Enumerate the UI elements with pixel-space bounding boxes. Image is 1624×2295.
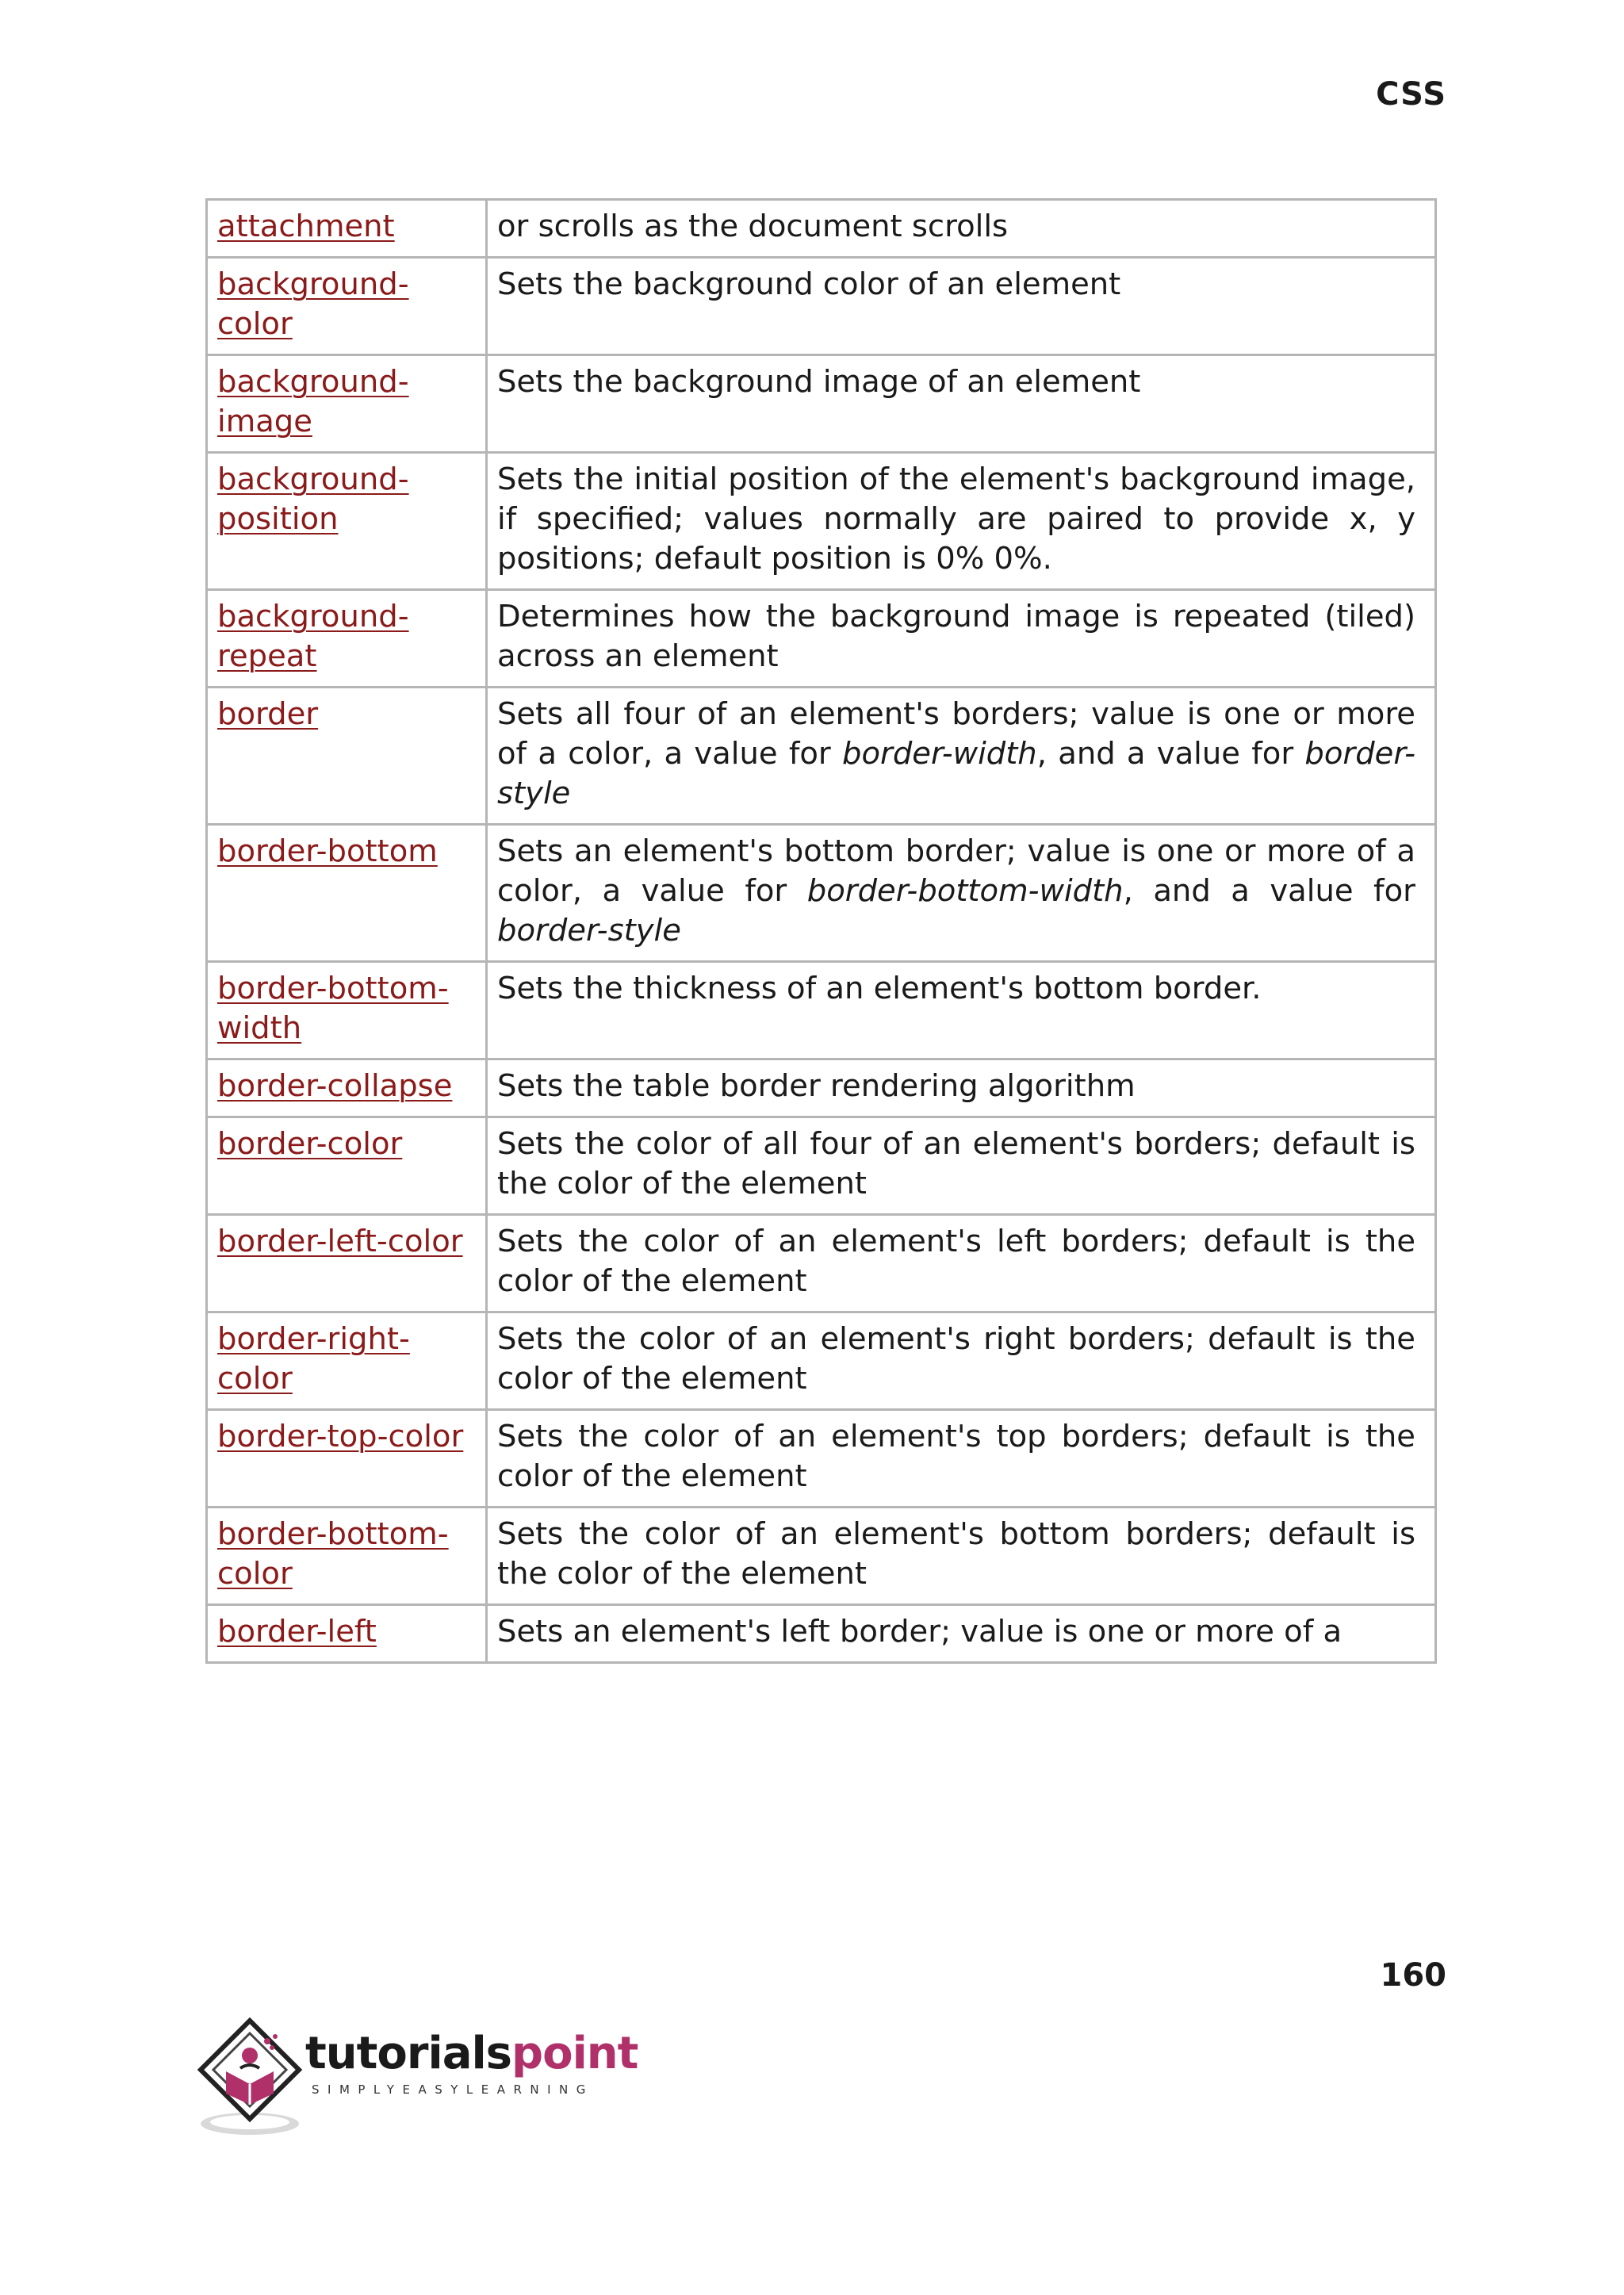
logo-emblem-icon bbox=[194, 2014, 305, 2141]
property-name-cell bbox=[207, 453, 487, 590]
table-body bbox=[207, 200, 1436, 1663]
property-description: Sets the color of an element's top borders; default is the color of the element bbox=[487, 1410, 1436, 1508]
table-row bbox=[207, 688, 1436, 825]
table-row bbox=[207, 453, 1436, 590]
property-description: or scrolls as the document scrolls bbox=[487, 200, 1436, 258]
property-link[interactable]: attachment bbox=[217, 209, 395, 244]
page-number: 160 bbox=[1380, 1957, 1446, 1994]
table-row bbox=[207, 1605, 1436, 1663]
property-link[interactable]: border-bottom-color bbox=[217, 1516, 449, 1592]
table-row bbox=[207, 962, 1436, 1059]
property-description: Sets the background color of an element bbox=[487, 258, 1436, 355]
property-link[interactable]: border-collapse bbox=[217, 1068, 453, 1104]
property-link[interactable]: background-image bbox=[217, 364, 409, 439]
property-link[interactable]: border-bottom bbox=[217, 833, 438, 869]
table-row bbox=[207, 1508, 1436, 1605]
property-description bbox=[487, 688, 1436, 825]
logo-wordmark-dark: tutorials bbox=[305, 2028, 512, 2079]
property-name-cell bbox=[207, 1117, 487, 1215]
property-link[interactable]: border-right-color bbox=[217, 1321, 410, 1397]
property-name-cell bbox=[207, 825, 487, 962]
property-name-cell bbox=[207, 1215, 487, 1312]
logo-wordmark bbox=[305, 2028, 638, 2079]
property-name-cell bbox=[207, 1059, 487, 1117]
description-italic-term: border-style bbox=[497, 913, 681, 948]
property-description: Sets the background image of an element bbox=[487, 355, 1436, 453]
property-link[interactable]: border bbox=[217, 696, 319, 732]
property-name-cell bbox=[207, 1410, 487, 1508]
description-text: , and a value for bbox=[1123, 873, 1415, 909]
table-row bbox=[207, 590, 1436, 688]
table-row bbox=[207, 825, 1436, 962]
description-text: Sets an element's bottom border; value is one or more of a color, a value for bbox=[497, 833, 1415, 909]
table-row bbox=[207, 1312, 1436, 1410]
property-link[interactable]: border-top-color bbox=[217, 1419, 464, 1454]
property-name-cell bbox=[207, 962, 487, 1059]
table-row bbox=[207, 258, 1436, 355]
property-description: Sets the table border rendering algorithm bbox=[487, 1059, 1436, 1117]
property-name-cell bbox=[207, 1312, 487, 1410]
table-row bbox=[207, 200, 1436, 258]
description-italic-term: border-bottom-width bbox=[806, 873, 1124, 909]
property-description: Sets the thickness of an element's bottom border. bbox=[487, 962, 1436, 1059]
description-italic-term: border-style bbox=[497, 736, 1415, 811]
table-row bbox=[207, 1059, 1436, 1117]
description-text: Sets all four of an element's borders; value is one or more of a color, a value for bbox=[497, 696, 1415, 772]
property-name-cell bbox=[207, 1508, 487, 1605]
property-description: Sets an element's left border; value is one or more of a bbox=[487, 1605, 1436, 1663]
property-description: Sets the color of an element's right borders; default is the color of the element bbox=[487, 1312, 1436, 1410]
property-description bbox=[487, 825, 1436, 962]
table-row bbox=[207, 355, 1436, 453]
property-link[interactable]: border-bottom-width bbox=[217, 971, 449, 1046]
property-link[interactable]: border-color bbox=[217, 1126, 403, 1162]
property-name-cell bbox=[207, 200, 487, 258]
property-name-cell bbox=[207, 258, 487, 355]
property-description: Sets the color of an element's left borders; default is the color of the element bbox=[487, 1215, 1436, 1312]
property-link[interactable]: background-repeat bbox=[217, 599, 409, 674]
table-row bbox=[207, 1215, 1436, 1312]
property-description: Sets the initial position of the element's background image, if specified; values normally are paired to provide x, y positions; default position is 0% 0%. bbox=[487, 453, 1436, 590]
property-link[interactable]: border-left bbox=[217, 1614, 377, 1649]
description-text: , and a value for bbox=[1036, 736, 1305, 772]
property-name-cell bbox=[207, 590, 487, 688]
property-name-cell bbox=[207, 1605, 487, 1663]
table-row bbox=[207, 1410, 1436, 1508]
property-description: Sets the color of an element's bottom borders; default is the color of the element bbox=[487, 1508, 1436, 1605]
property-description: Sets the color of all four of an element's borders; default is the color of the element bbox=[487, 1117, 1436, 1215]
property-name-cell bbox=[207, 355, 487, 453]
logo-tagline: SIMPLYEASYLEARNING bbox=[312, 2082, 594, 2097]
logo-wordmark-accent: point bbox=[511, 2028, 638, 2079]
property-description: Determines how the background image is repeated (tiled) across an element bbox=[487, 590, 1436, 688]
page-header-title: CSS bbox=[1376, 76, 1446, 113]
description-italic-term: border-width bbox=[842, 736, 1037, 772]
property-name-cell bbox=[207, 688, 487, 825]
property-link[interactable]: background-color bbox=[217, 266, 409, 342]
property-link[interactable]: border-left-color bbox=[217, 1224, 463, 1259]
table-row bbox=[207, 1117, 1436, 1215]
property-link[interactable]: background-position bbox=[217, 462, 409, 537]
css-properties-table bbox=[205, 198, 1437, 1664]
tutorialspoint-logo[interactable] bbox=[194, 2014, 638, 2141]
